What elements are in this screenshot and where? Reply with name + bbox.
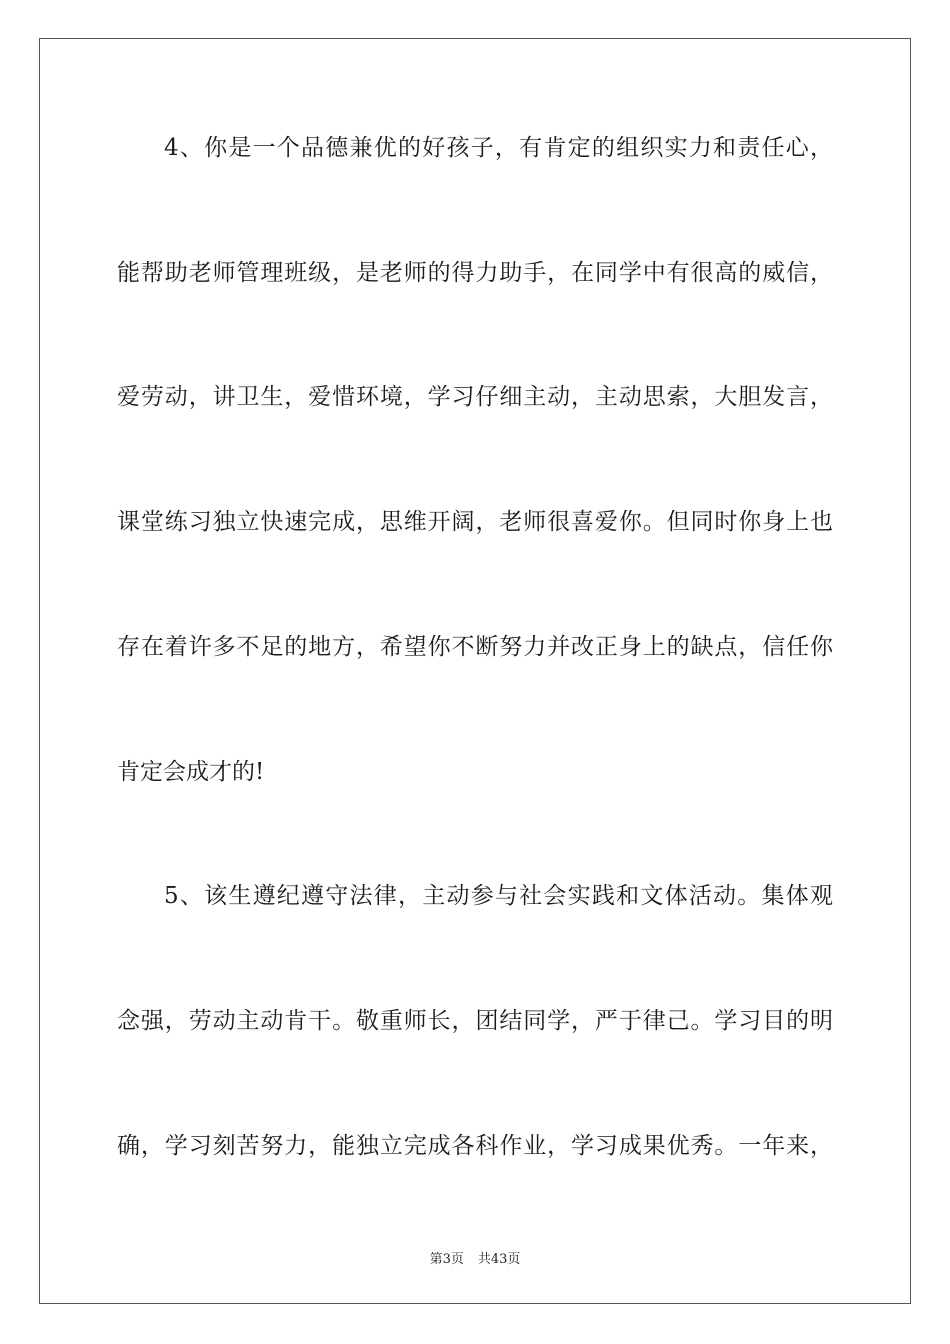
page-frame: [39, 38, 911, 1304]
paragraph-5-line-2: 念强，劳动主动肯干。敬重师长，团结同学，严于律己。学习目的明: [117, 1008, 833, 1034]
paragraph-5-line-1: 5、该生遵纪遵守法律，主动参与社会实践和文体活动。集体观: [164, 883, 833, 909]
paragraph-4-line-3: 爱劳动，讲卫生，爱惜环境，学习仔细主动，主动思索，大胆发言，: [117, 384, 833, 410]
paragraph-4-line-6: 肯定会成才的!: [117, 759, 265, 785]
page-total: 共43页: [477, 1252, 521, 1267]
paragraph-4-line-4: 课堂练习独立快速完成，思维开阔，老师很喜爱你。但同时你身上也: [117, 509, 833, 535]
page-footer: [0, 1248, 950, 1267]
page-number: 第3页: [429, 1252, 464, 1267]
paragraph-5-line-3: 确，学习刻苦努力，能独立完成各科作业，学习成果优秀。一年来，: [117, 1133, 833, 1159]
paragraph-4-line-1: 4、你是一个品德兼优的好孩子，有肯定的组织实力和责任心，: [164, 135, 833, 161]
paragraph-4-line-5: 存在着许多不足的地方，希望你不断努力并改正身上的缺点，信任你: [117, 634, 833, 660]
paragraph-4-line-2: 能帮助老师管理班级，是老师的得力助手，在同学中有很高的威信，: [117, 260, 833, 286]
